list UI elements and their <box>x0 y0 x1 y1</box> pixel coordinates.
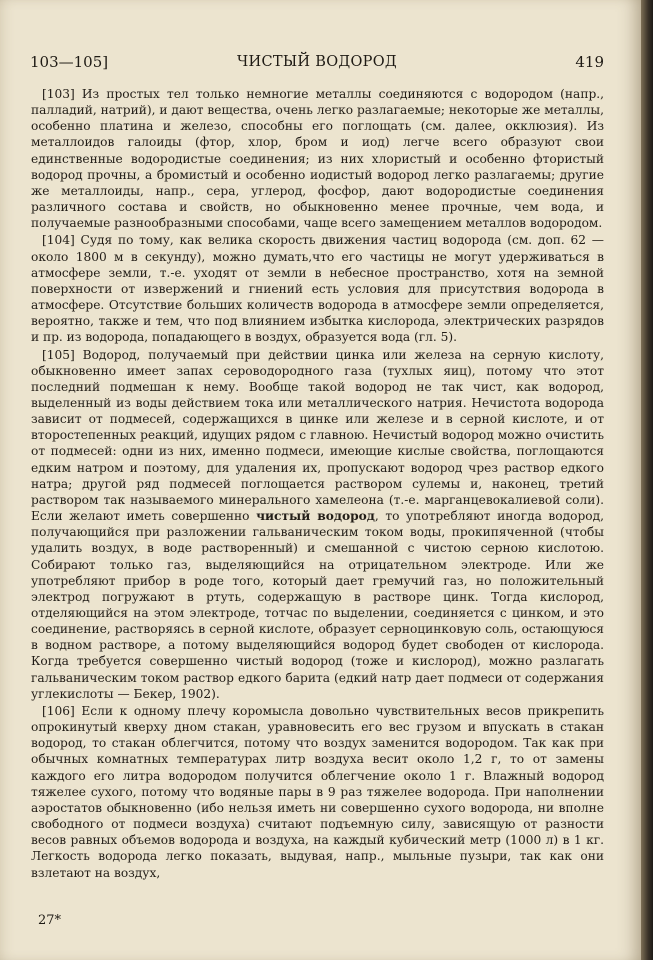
note-104: [104] Судя по тому, как велика скорость движения частиц водорода (см. доп. 62 — около 1800 м в секунду), можно думать,что его частицы не могут удерживаться в атмосфере земли, т.-е. уходят от земли в небесное пространство, хотя на земной поверхности от извержений и гниений есть условия для присутствия водорода в атмосфере. Отсутствие больших количеств водорода в атмосфере земли определяется, вероятно, также и тем, что под влиянием избытка кислорода, электрических разрядов и пр. из водорода, попадающего в воздух, образуется вода (гл. 5). <box>31 233 604 345</box>
section-range: 103—105] <box>30 53 109 71</box>
signature-mark: 27* <box>38 913 62 928</box>
running-header <box>30 50 604 74</box>
page-body <box>31 86 604 881</box>
book-edge <box>641 0 653 960</box>
note-105 <box>31 347 604 702</box>
note-106: [106] Если к одному плечу коромысла довольно чувствительных весов прикрепить опрокинутый кверху дном стакан, уравновесить его вес грузом и впускать в стакан водород, то стакан облегчится, потому что воздух заменится водородом. Так как при обычных комнатных температурах литр воздуха весит около 1,2 г, то от замены каждого его литра водородом получится облегчение около 1 г. Влажный водород тяжелее сухого, потому что водяные пары в 9 раз тяжелее водорода. При наполнении аэростатов обыкновенно (ибо нельзя иметь ни совершенно сухого водорода, ни вполне свободного от подмеси воздуха) считают подъемную силу, зависящую от разности весов равных объемов водорода и воздуха, на каждый кубический метр (1000 л) в 1 кг. Легкость водорода легко показать, выдувая, напр., мыльные пузыри, так как они взлетают на воздух, <box>31 703 604 880</box>
emphasis-pure-hydrogen: чистый водород <box>256 509 375 524</box>
page-title: ЧИСТЫЙ ВОДОРОД <box>237 54 397 70</box>
note-105-part-1: [105] Водород, получаемый при действии цинка или железа на серную кислоту, обыкновенно имеет запах сероводородного газа (тухлых яиц), потому что этот последний подмешан к нему. Вообще такой водород не так чист, как водород, выделенный из воды действием тока или металлического натрия. Нечистота водорода зависит от подмесей, содержащихся в цинке или железе и в серной кислоте, и от второстепенных реакций, идущих рядом с главною. Нечистый водород можно очистить от подмесей: одни из них, именно подмеси, имеющие кислые свойства, поглощаются едким натром и поэтому, для удаления их, пропускают водород чрез раствор едкого натра; другой ряд подмесей поглощается раствором сулемы и, наконец, третий раствором так называемого минерального хамелеона (т.-е. марганцевокалиевой соли). Если желают иметь совершенно <box>31 347 604 524</box>
note-105-part-2: , то употребляют иногда водород, получающийся при разложении гальваническим током воды, прокипяченной (чтобы удалить воздух, в воде растворенный) и смешанной с чистою серною кислотою. Собирают только газ, выделяющийся на отрицательном электроде. Или же употребляют прибор в роде того, который дает гремучий газ, но положительный электрод погружают в ртуть, содержащую в растворе цинк. Тогда кислород, отделяющийся на этом электроде, тотчас по выделении, соединяется с цинком, и это соединение, растворяясь в серной кислоте, образует сернοцинковую соль, остающуюся в водном растворе, а потому выделяющийся водород будет свободен от кислорода. Когда требуется совершенно чистый водород (тоже и кислород), можно разлагать гальваническим током раствор едкого барита (едкий натр дает подмеси от содержания углекислоты — Бекер, 1902). <box>31 509 604 701</box>
page-number: 419 <box>575 53 604 71</box>
note-103: [103] Из простых тел только немногие металлы соединяются с водородом (напр., палладий, натрий), и дают вещества, очень легко разлагаемые; некоторые же металлы, особенно платина и железо, способны его поглощать (см. далее, окклюзия). Из металлоидов галоиды (фтор, хлор, бром и иод) легче всего образуют свои единственные водородистые соединения; из них хлористый и особенно фтористый водород прочны, а бромистый и особенно иодистый водород легко разлагаемы; другие же металлоиды, напр., сера, углерод, фосфор, дают водородистые соединения различного состава и свойств, но обыкновенно менее прочные, чем вода, и получаемые разнообразными способами, чаще всего замещением металлов водородом. <box>31 87 604 231</box>
